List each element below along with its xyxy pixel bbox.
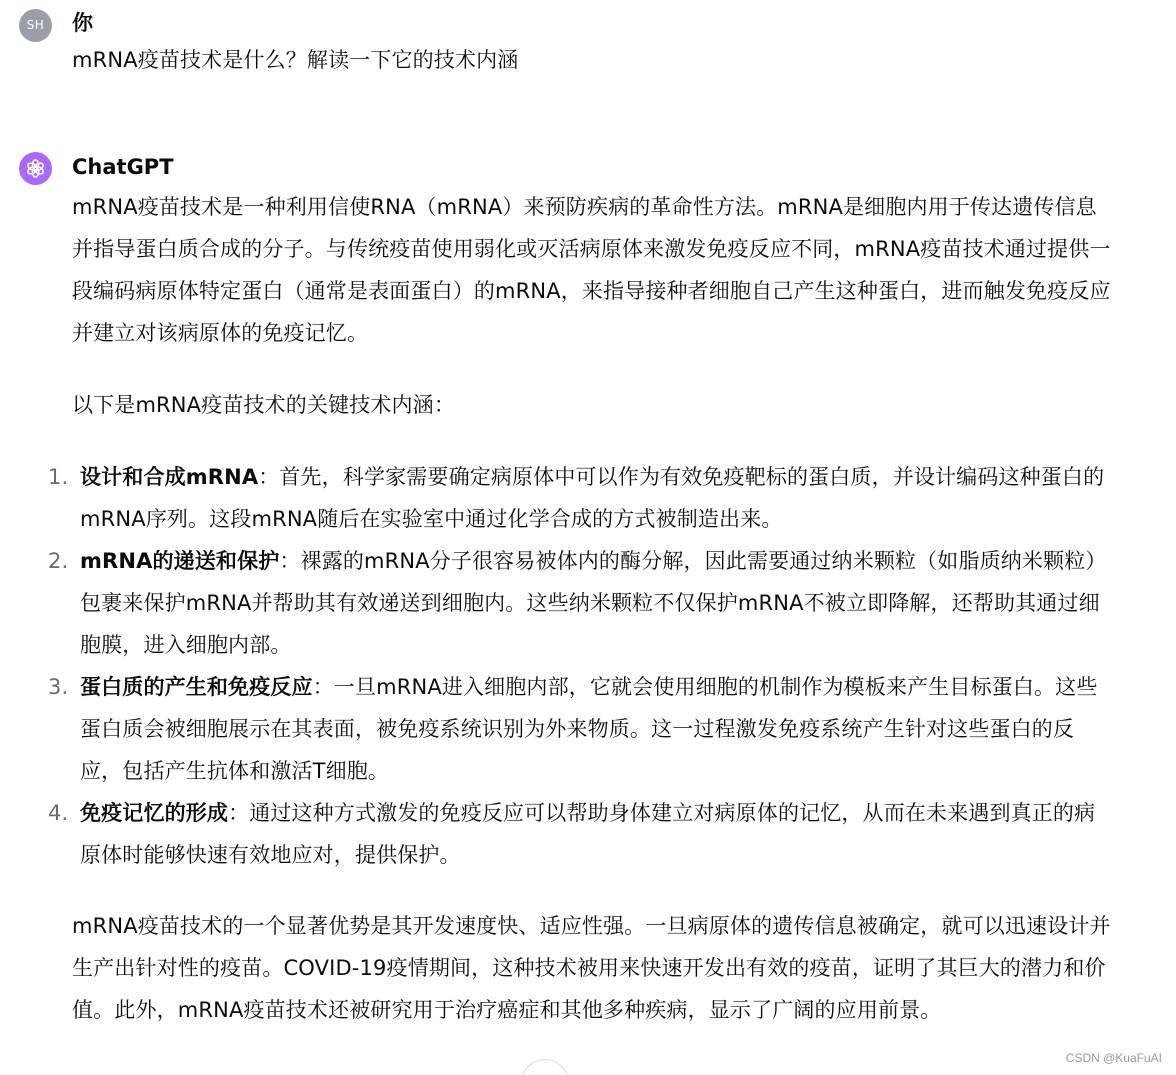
assistant-paragraph-intro: mRNA疫苗技术是一种利用信使RNA（mRNA）来预防疾病的革命性方法。mRNA是细胞内用于传达遗传信息并指导蛋白质合成的分子。与传统疫苗使用弱化或灭活病原体来激发免疫反应不同，mRNA疫苗技术通过提供一段编码病原体特定蛋白（通常是表面蛋白）的mRNA，来指导接种者细胞自己产生这种蛋白，进而触发免疫反应并建立对该病原体的免疫记忆。 bbox=[72, 195, 1111, 345]
list-item-text: ：一旦mRNA进入细胞内部，它就会使用细胞的机制作为模板来产生目标蛋白。这些蛋白质会被细胞展示在其表面，被免疫系统识别为外来物质。这一过程激发免疫系统产生针对这些蛋白的反应，包括产生抗体和激活T细胞。 bbox=[80, 675, 1098, 783]
list-item-number: 2. bbox=[48, 549, 69, 573]
user-message: mRNA疫苗技术是什么？解读一下它的技术内涵 bbox=[72, 48, 519, 72]
openai-logo-icon bbox=[24, 157, 47, 180]
list-item-term: mRNA的递送和保护 bbox=[80, 549, 280, 573]
user-avatar bbox=[19, 9, 52, 42]
list-item-term: 蛋白质的产生和免疫反应 bbox=[80, 675, 313, 699]
list-item-text: ：首先，科学家需要确定病原体中可以作为有效免疫靶标的蛋白质，并设计编码这种蛋白的mRNA序列。这段mRNA随后在实验室中通过化学合成的方式被制造出来。 bbox=[80, 465, 1105, 531]
list-item-number: 3. bbox=[48, 675, 69, 699]
list-item bbox=[45, 792, 1115, 876]
user-avatar-initials: SH bbox=[26, 18, 45, 32]
watermark: CSDN @KuaFuAI bbox=[1065, 1051, 1162, 1065]
user-name: 你 bbox=[72, 11, 93, 35]
assistant-list-intro: 以下是mRNA疫苗技术的关键技术内涵： bbox=[72, 393, 455, 417]
technical-points-list bbox=[45, 456, 1115, 876]
assistant-avatar bbox=[19, 152, 52, 185]
list-item bbox=[45, 666, 1115, 792]
list-item bbox=[45, 540, 1115, 666]
list-item bbox=[45, 456, 1115, 540]
list-item-text: ：通过这种方式激发的免疫反应可以帮助身体建立对病原体的记忆，从而在未来遇到真正的病原体时能够快速有效地应对，提供保护。 bbox=[80, 801, 1096, 867]
scroll-down-button[interactable] bbox=[521, 1059, 569, 1075]
assistant-name: ChatGPT bbox=[72, 155, 174, 179]
list-item-term: 免疫记忆的形成 bbox=[80, 801, 229, 825]
list-item-number: 1. bbox=[48, 465, 69, 489]
list-item-text: ：裸露的mRNA分子很容易被体内的酶分解，因此需要通过纳米颗粒（如脂质纳米颗粒）包裹来保护mRNA并帮助其有效递送到细胞内。这些纳米颗粒不仅保护mRNA不被立即降解，还帮助其通过细胞膜，进入细胞内部。 bbox=[80, 549, 1107, 657]
list-item-term: 设计和合成mRNA bbox=[80, 465, 259, 489]
list-item-number: 4. bbox=[48, 801, 69, 825]
assistant-paragraph-conclusion: mRNA疫苗技术的一个显著优势是其开发速度快、适应性强。一旦病原体的遗传信息被确定，就可以迅速设计并生产出针对性的疫苗。COVID-19疫情期间，这种技术被用来快速开发出有效的疫苗，证明了其巨大的潜力和价值。此外，mRNA疫苗技术还被研究用于治疗癌症和其他多种疾病，显示了广阔的应用前景。 bbox=[72, 914, 1111, 1022]
